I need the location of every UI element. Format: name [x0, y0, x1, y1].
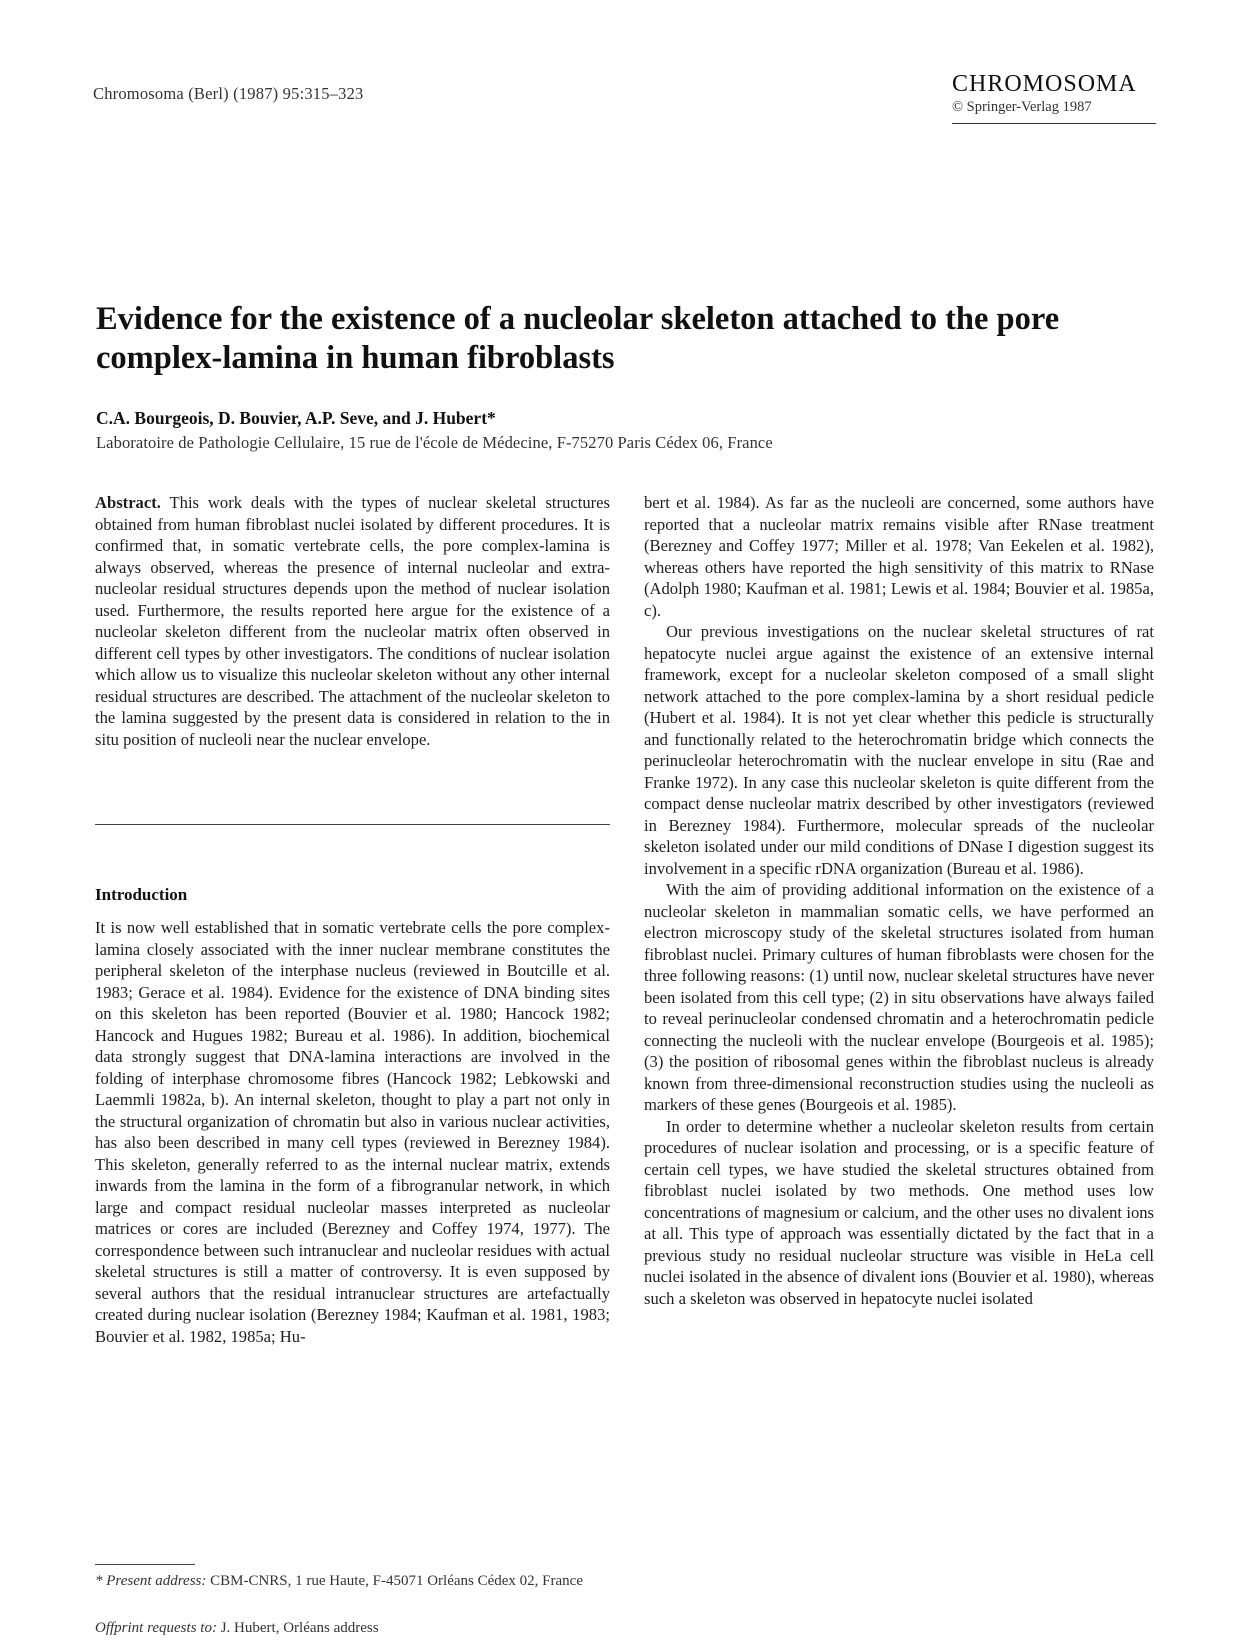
intro-paragraph-continued: bert et al. 1984). As far as the nucleoli are concerned, some authors have reported that a nucleolar matrix remains visible after RNase treatment (Berezney and Coffey 1977; Miller et al. 1978; Van Eekelen et al. 1982), whereas others have reported the high sensitivity of this matrix to RNase (Adolph 1980; Kaufman et al. 1981; Lewis et al. 1984; Bouvier et al. 1985a, c).: [644, 493, 1154, 620]
journal-citation: Chromosoma (Berl) (1987) 95:315–323: [93, 84, 364, 103]
footnote-rule: [95, 1564, 195, 1565]
journal-name: CHROMOSOMA: [952, 71, 1137, 97]
publisher-copyright: © Springer-Verlag 1987: [952, 99, 1092, 115]
introduction-column-right: [644, 492, 1154, 1309]
intro-paragraph-4: In order to determine whether a nucleolar skeleton results from certain procedures of nuclear isolation and processing, or is a specific feature of certain cell types, we have studied the skeletal structures obtained from fibroblast nuclei isolated by two methods. One method uses low concentrations of magnesium or calcium, and the other uses no divalent ions at all. This type of approach was essentially dictated by the fact that in a previous study no residual nucleolar structure was visible in HeLa cell nuclei isolated in the absence of divalent ions (Bouvier et al. 1980), whereas such a skeleton was observed in hepatocyte nuclei isolated: [644, 1116, 1154, 1308]
header-rule: [952, 123, 1156, 124]
intro-paragraph-1: It is now well established that in somatic vertebrate cells the pore complex-lamina closely associated with the inner nuclear membrane constitutes the peripheral skeleton of the interphase nucleus (reviewed in Boutcille et al. 1983; Gerace et al. 1984). Evidence for the existence of DNA binding sites on this skeleton has been reported (Bouvier et al. 1980; Hancock 1982; Hancock and Hugues 1982; Bureau et al. 1986). In addition, biochemical data strongly suggest that DNA-lamina interactions are involved in the folding of interphase chromosome fibres (Hancock 1982; Lebkowski and Laemmli 1982a, b). An internal skeleton, thought to play a part not only in the structural organization of chromatin but also in various nuclear activities, has also been described in many cell types (reviewed in Berezney 1984). This skeleton, generally referred to as the internal nuclear matrix, extends inwards from the lamina in the form of a fibrogranular network, in which large and compact residual nucleolar masses interpreted as nucleolar matrices or cores are included (Berezney and Coffey 1974, 1977). The correspondence between such intranuclear and nucleolar residues with actual skeletal structures is still a matter of controversy. It is even supposed by several authors that the residual intranuclear structures are artefactually created during nuclear isolation (Berezney 1984; Kaufman et al. 1981, 1983; Bouvier et al. 1982, 1985a; Hu-: [95, 918, 610, 1346]
present-address-label: * Present address:: [95, 1573, 207, 1589]
offprint-label: Offprint requests to:: [95, 1620, 217, 1636]
journal-brand: [952, 70, 1154, 116]
offprint-text: J. Hubert, Orléans address: [220, 1620, 379, 1636]
abstract-label: Abstract.: [95, 493, 161, 512]
introduction-heading: Introduction: [95, 885, 188, 904]
abstract-block: [95, 492, 610, 750]
abstract-divider: [95, 824, 610, 825]
present-address-footnote: [95, 1572, 610, 1591]
offprint-requests: [95, 1620, 379, 1637]
author-affiliation: Laboratoire de Pathologie Cellulaire, 15 rue de l'école de Médecine, F-75270 Paris Cédex 06, France: [96, 433, 773, 452]
article-title: Evidence for the existence of a nucleolar skeleton attached to the pore complex-lamina in human fibroblasts: [96, 301, 1060, 376]
introduction-column-left: [95, 917, 610, 1347]
present-address-text: CBM-CNRS, 1 rue Haute, F-45071 Orléans Cédex 02, France: [210, 1573, 583, 1589]
abstract-text: This work deals with the types of nuclear skeletal structures obtained from human fibroblast nuclei isolated by different procedures. It is confirmed that, in somatic vertebrate cells, the pore complex-lamina is always observed, whereas the presence of internal nucleolar and extra-nucleolar residual structures depends upon the method of nuclear isolation used. Furthermore, the results reported here argue for the existence of a nucleolar skeleton different from the nucleolar matrix often observed in different cell types by other investigators. The conditions of nuclear isolation which allow us to visualize this nucleolar skeleton without any other internal residual structures are described. The attachment of the nucleolar skeleton to the lamina suggested by the present data is considered in relation to the in situ position of nucleoli near the nuclear envelope.: [95, 493, 610, 749]
article-authors: C.A. Bourgeois, D. Bouvier, A.P. Seve, and J. Hubert*: [96, 408, 496, 428]
intro-paragraph-3: With the aim of providing additional information on the existence of a nucleolar skeleton in mammalian somatic cells, we have performed an electron microscopy study of the skeletal structures isolated from human fibroblast nuclei. Primary cultures of human fibroblasts were chosen for the three following reasons: (1) until now, nuclear skeletal structures have never been isolated from this cell type; (2) in situ observations have always failed to reveal perinucleolar condensed chromatin and a heterochromatin pedicle connecting the nucleoli with the nuclear envelope (Bourgeois et al. 1985); (3) the position of ribosomal genes within the fibroblast nucleus is already known from three-dimensional reconstruction studies using the nucleoli as markers of these genes (Bourgeois et al. 1985).: [644, 880, 1154, 1114]
abstract-paragraph: [95, 492, 610, 750]
intro-paragraph-2: Our previous investigations on the nuclear skeletal structures of rat hepatocyte nuclei argue against the existence of an extensive internal framework, except for a nucleolar skeleton composed of a small slight network attached to the pore complex-lamina by a short residual pedicle (Hubert et al. 1984). It is not yet clear whether this pedicle is structurally and functionally related to the heterochromatin bridge which connects the perinucleolar heterochromatin with the nuclear envelope in situ (Rae and Franke 1972). In any case this nucleolar skeleton is quite different from the compact dense nucleolar matrix described by other investigators (reviewed in Berezney 1984). Furthermore, molecular spreads of the nucleolar skeleton isolated under our mild conditions of DNase I digestion suggest its involvement in a specific rDNA organization (Bureau et al. 1986).: [644, 622, 1154, 878]
